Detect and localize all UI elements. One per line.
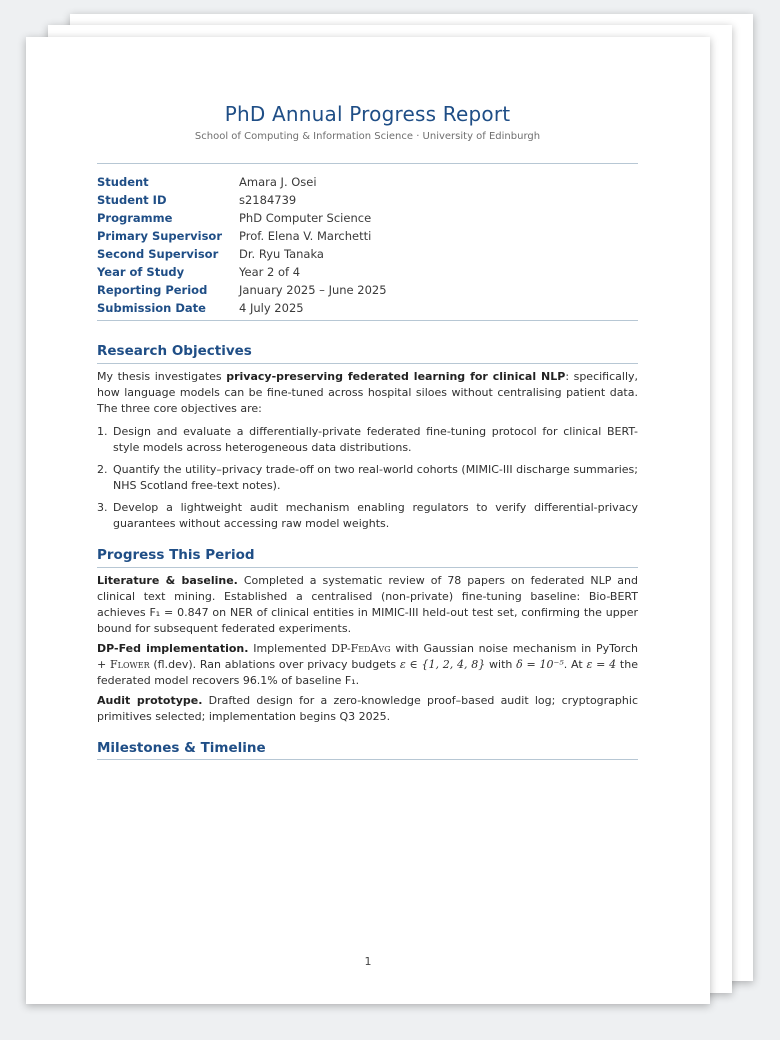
algorithm-name: DP-FedAvg [331, 642, 391, 655]
intro-emphasis: privacy-preserving federated learning for clinical NLP [226, 370, 566, 383]
paragraph-text: Implemented [248, 642, 332, 655]
objectives-intro [97, 369, 638, 417]
header-rule-bottom [97, 320, 638, 321]
section-heading-progress: Progress This Period [97, 547, 255, 563]
info-row [97, 281, 638, 299]
intro-text: : specifically, how language models can be fine-tuned across hospital siloes without centralising patient data. The three core objectives are: [97, 370, 639, 415]
info-row [97, 191, 638, 209]
info-label: Year of Study [97, 265, 185, 279]
report-title: PhD Annual Progress Report [224, 102, 511, 126]
report-subtitle: School of Computing & Information Science · University of Edinburgh [194, 131, 541, 142]
intro-text: My thesis investigates [97, 370, 227, 383]
info-row [97, 299, 638, 317]
info-value: Prof. Elena V. Marchetti [239, 229, 372, 243]
paragraph-text: with [485, 658, 517, 671]
info-value: Year 2 of 4 [239, 265, 301, 279]
info-label: Student ID [97, 193, 167, 207]
paragraph-text: . At [563, 658, 587, 671]
paragraph-lead: Audit prototype. [97, 694, 203, 707]
list-item-text: Quantify the utility–privacy trade-off on two real-world cohorts (MIMIC-III discharge summaries; NHS Scotland free-text notes). [113, 463, 638, 492]
info-label: Primary Supervisor [97, 229, 222, 243]
info-value: 4 July 2025 [239, 301, 304, 315]
info-value: Dr. Ryu Tanaka [239, 247, 324, 261]
framework-name: Flower [110, 658, 150, 671]
paragraph-text: the federated model recovers 96.1% of baseline F₁. [97, 658, 638, 687]
info-row [97, 227, 638, 245]
document-page [26, 37, 710, 1004]
section-rule [97, 363, 638, 364]
list-item [97, 462, 638, 494]
section-heading-objectives: Research Objectives [97, 343, 252, 359]
progress-literature [97, 573, 638, 637]
info-label: Reporting Period [97, 283, 208, 297]
info-value: Amara J. Osei [239, 175, 317, 189]
list-item [97, 500, 638, 532]
math-expression: ε = 4 [586, 658, 617, 671]
list-item [97, 424, 638, 456]
paragraph-text: with Gaussian noise mechanism in PyTorch + [97, 642, 638, 671]
list-item-text: Design and evaluate a differentially-private federated fine-tuning protocol for clinical BERT-style models across heterogeneous data distributions. [113, 425, 638, 454]
header-rule-top [97, 163, 638, 164]
list-number: 2. [97, 463, 108, 476]
section-rule [97, 567, 638, 568]
math-expression: ε ∈ {1, 2, 4, 8} [399, 658, 486, 671]
info-label: Student [97, 175, 149, 189]
info-value: s2184739 [239, 193, 297, 207]
math-expression: δ = 10⁻⁵ [516, 658, 564, 671]
info-row [97, 209, 638, 227]
section-rule [97, 759, 638, 760]
page-number: 1 [364, 955, 372, 968]
info-label: Second Supervisor [97, 247, 219, 261]
paragraph-text: (fl.dev). Ran ablations over privacy budgets [149, 658, 400, 671]
progress-audit [97, 693, 638, 725]
student-info-table [97, 173, 638, 317]
list-number: 3. [97, 501, 108, 514]
info-row [97, 173, 638, 191]
list-item-text: Develop a lightweight audit mechanism enabling regulators to verify differential-privacy guarantees without accessing raw model weights. [113, 501, 638, 530]
paragraph-text: Completed a systematic review of 78 papers on federated NLP and clinical text mining. Established a centralised (non-private) fine-tuning baseline: Bio-BERT achieves F₁ = 0.847 on NER of clinical entities in MIMIC-III held-out test set, confirming the upper bound for subsequent federated experiments. [97, 574, 638, 635]
info-label: Submission Date [97, 301, 206, 315]
progress-dpfed [97, 641, 638, 689]
info-value: January 2025 – June 2025 [239, 283, 387, 297]
info-row [97, 263, 638, 281]
paragraph-lead: DP-Fed implementation. [97, 642, 249, 655]
section-heading-milestones: Milestones & Timeline [97, 740, 266, 756]
info-row [97, 245, 638, 263]
paragraph-lead: Literature & baseline. [97, 574, 238, 587]
list-number: 1. [97, 425, 108, 438]
info-label: Programme [97, 211, 173, 225]
paragraph-text: Drafted design for a zero-knowledge proof–based audit log; cryptographic primitives selected; implementation begins Q3 2025. [97, 694, 638, 723]
info-value: PhD Computer Science [239, 211, 372, 225]
